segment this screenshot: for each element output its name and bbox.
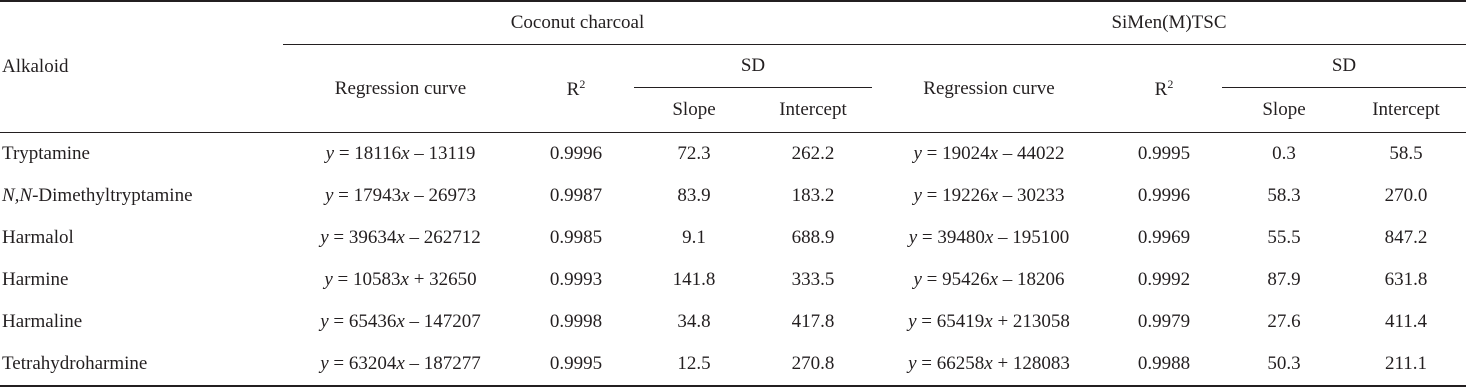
cc-sd-intercept: 333.5 — [791, 269, 835, 290]
cc-sd-intercept: 183.2 — [791, 185, 835, 206]
table-row — [0, 259, 1466, 301]
header-regression-curve-2: Regression curve — [872, 45, 1106, 133]
cc-regression-curve: y = 17943x – 26973 — [324, 185, 477, 206]
sm-r2: 0.9995 — [1137, 143, 1191, 164]
alkaloid-name: Tryptamine — [2, 143, 90, 164]
table-body — [0, 133, 1466, 387]
header-intercept-1: Intercept — [754, 88, 872, 133]
cc-sd-intercept: 688.9 — [791, 227, 835, 248]
table-row — [0, 301, 1466, 343]
sm-r2: 0.9996 — [1137, 185, 1191, 206]
sm-regression-curve: y = 19226x – 30233 — [913, 185, 1065, 206]
header-slope-1: Slope — [634, 88, 754, 133]
alkaloid-name: Harmine — [2, 269, 69, 290]
header-regression-curve-1: Regression curve — [283, 45, 518, 133]
sm-sd-slope: 58.3 — [1267, 185, 1301, 206]
sm-sd-slope: 50.3 — [1222, 343, 1346, 386]
alkaloid-name: Harmaline — [2, 311, 83, 332]
cc-r2: 0.9995 — [518, 343, 634, 386]
header-group-coconut-charcoal: Coconut charcoal — [283, 1, 872, 45]
alkaloid-name: N,N-Dimethyltryptamine — [2, 185, 193, 206]
cc-sd-intercept: 417.8 — [791, 311, 835, 332]
cc-sd-slope: 34.8 — [677, 311, 711, 332]
alkaloid-name: Harmalol — [2, 227, 74, 248]
cc-r2: 0.9996 — [549, 143, 603, 164]
sm-regression-curve: y = 66258x + 128083 — [872, 343, 1106, 386]
sm-r2: 0.9969 — [1137, 227, 1191, 248]
header-sd-1: SD — [634, 45, 872, 88]
cc-regression-curve: y = 39634x – 262712 — [320, 227, 481, 248]
cc-sd-slope: 12.5 — [634, 343, 754, 386]
cc-sd-intercept: 270.8 — [754, 343, 872, 386]
header-group-simen-tsc: SiMen(M)TSC — [872, 1, 1466, 45]
table-row — [0, 217, 1466, 259]
sm-r2: 0.9992 — [1137, 269, 1191, 290]
header-alkaloid: Alkaloid — [0, 1, 283, 133]
cc-regression-curve: y = 10583x + 32650 — [324, 269, 477, 290]
cc-sd-slope: 83.9 — [677, 185, 711, 206]
cc-regression-curve: y = 63204x – 187277 — [283, 343, 518, 386]
sm-sd-intercept: 58.5 — [1389, 143, 1423, 164]
sm-r2: 0.9988 — [1106, 343, 1222, 386]
sm-sd-intercept: 631.8 — [1384, 269, 1428, 290]
alkaloid-name: Tetrahydroharmine — [0, 343, 283, 386]
cc-regression-curve: y = 65436x – 147207 — [320, 311, 481, 332]
sm-sd-slope: 55.5 — [1267, 227, 1301, 248]
cc-sd-slope: 141.8 — [672, 269, 716, 290]
table-row — [0, 175, 1466, 217]
header-r2-1: $R^2$ — [518, 45, 634, 133]
sm-sd-intercept: 270.0 — [1384, 185, 1428, 206]
cc-r2: 0.9987 — [549, 185, 603, 206]
header-intercept-2: Intercept — [1346, 88, 1466, 133]
sm-sd-slope: 27.6 — [1267, 311, 1301, 332]
table-row — [0, 343, 1466, 386]
sm-sd-slope: 87.9 — [1267, 269, 1301, 290]
cc-sd-intercept: 262.2 — [791, 143, 835, 164]
sm-r2: 0.9979 — [1137, 311, 1191, 332]
cc-r2: 0.9985 — [549, 227, 603, 248]
cc-sd-slope: 9.1 — [682, 227, 706, 248]
sm-sd-intercept: 847.2 — [1384, 227, 1428, 248]
header-sd-2: SD — [1222, 45, 1466, 88]
cc-r2: 0.9998 — [549, 311, 603, 332]
header-r2-2: $R^2$ — [1106, 45, 1222, 133]
cc-r2: 0.9993 — [549, 269, 603, 290]
header-slope-2: Slope — [1222, 88, 1346, 133]
sm-regression-curve: y = 65419x + 213058 — [908, 311, 1070, 332]
sm-regression-curve: y = 19024x – 44022 — [913, 143, 1065, 164]
sm-sd-slope: 0.3 — [1272, 143, 1296, 164]
table-row — [0, 133, 1466, 176]
sm-sd-intercept: 211.1 — [1346, 343, 1466, 386]
sm-sd-intercept: 411.4 — [1384, 311, 1428, 332]
cc-sd-slope: 72.3 — [677, 143, 711, 164]
sm-regression-curve: y = 39480x – 195100 — [908, 227, 1070, 248]
sm-regression-curve: y = 95426x – 18206 — [913, 269, 1065, 290]
cc-regression-curve: y = 18116x – 13119 — [325, 143, 476, 164]
